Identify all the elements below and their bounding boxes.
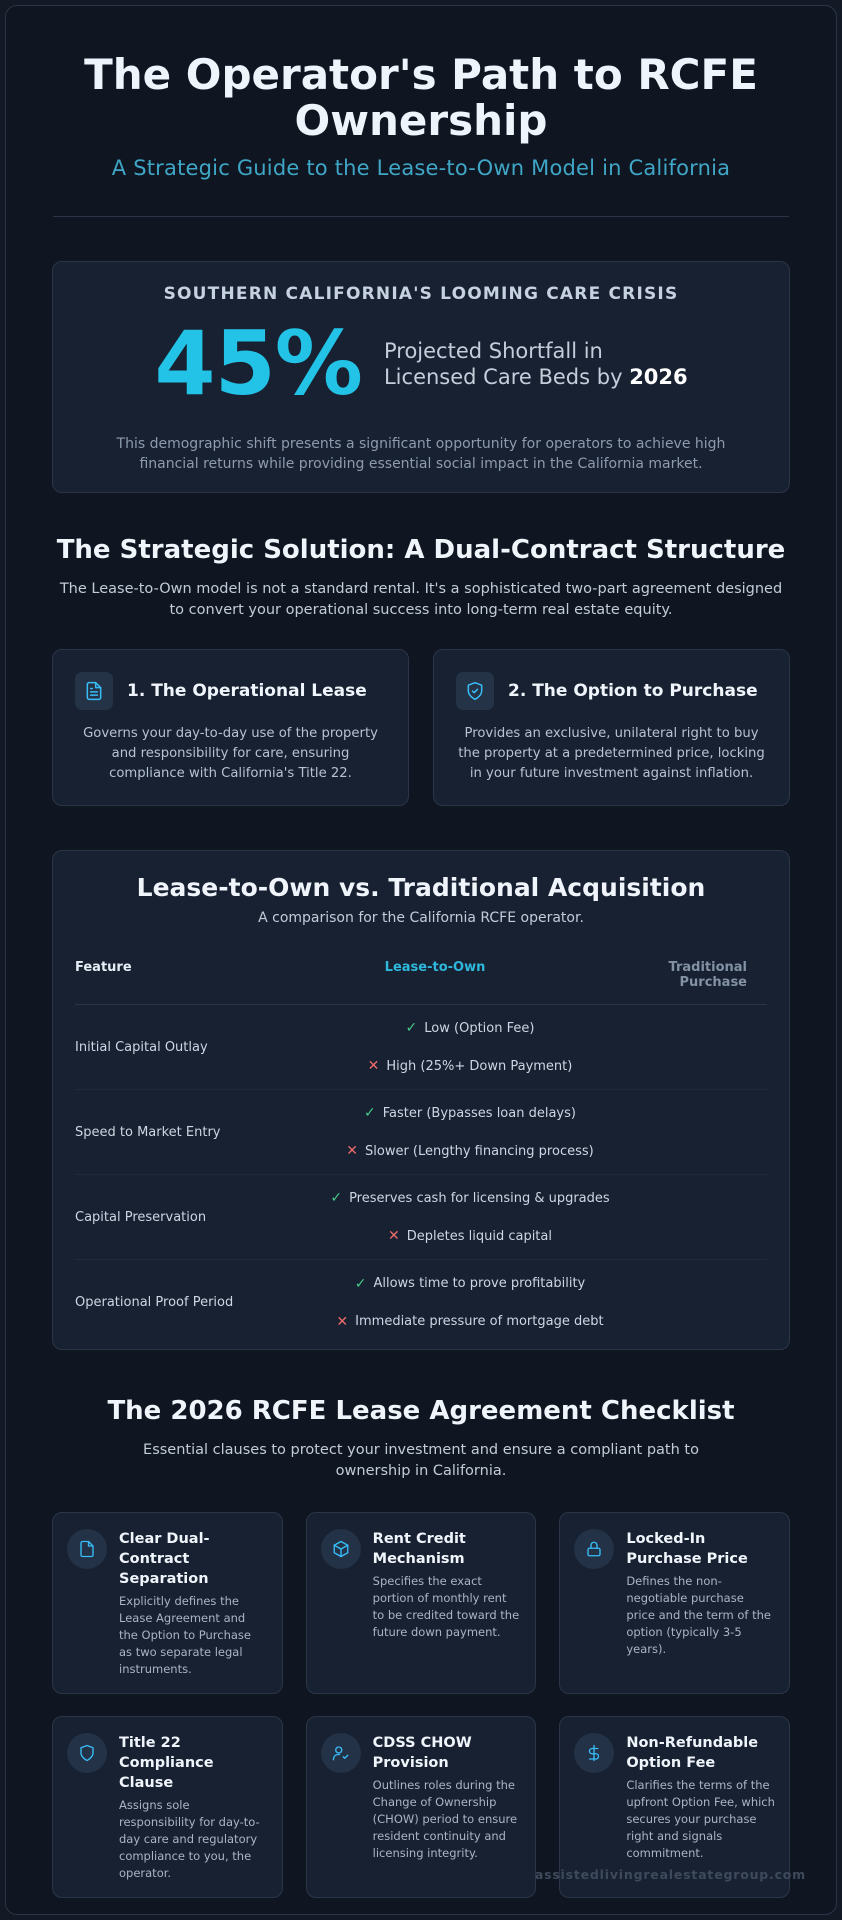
item-description: Outlines roles during the Change of Ownership (CHOW) period to ensure resident continuity and licensing integrity. bbox=[372, 1778, 518, 1860]
check-icon: ✓ bbox=[364, 1105, 376, 1121]
traditional-value-text: Depletes liquid capital bbox=[406, 1228, 552, 1244]
lease-value bbox=[406, 1020, 535, 1036]
item-title: Rent Credit Mechanism bbox=[372, 1531, 466, 1567]
row-values bbox=[285, 1020, 655, 1074]
card-description: Provides an exclusive, unilateral right to buy the property at a predetermined price, locking in your future investment against inflation. bbox=[458, 726, 765, 781]
header bbox=[6, 6, 836, 180]
solution-title: The Strategic Solution: A Dual-Contract Structure bbox=[56, 535, 786, 565]
traditional-value-text: Immediate pressure of mortgage debt bbox=[355, 1314, 604, 1329]
stat-label-line2-text: Licensed Care Beds by bbox=[383, 365, 623, 389]
cross-icon: ✕ bbox=[346, 1143, 358, 1159]
stat-percentage: 45% bbox=[154, 312, 362, 415]
shield-icon bbox=[67, 1733, 107, 1773]
checklist-item bbox=[306, 1716, 537, 1898]
checklist-title: The 2026 RCFE Lease Agreement Checklist bbox=[107, 1396, 735, 1426]
row-feature: Speed to Market Entry bbox=[75, 1124, 221, 1140]
row-values bbox=[285, 1276, 655, 1330]
document-icon bbox=[67, 1529, 107, 1569]
crisis-heading: SOUTHERN CALIFORNIA'S LOOMING CARE CRISIS bbox=[163, 284, 679, 304]
checklist-grid bbox=[52, 1512, 790, 1898]
comparison-card bbox=[52, 850, 790, 1350]
header-lease-to-own: Lease-to-Own bbox=[384, 960, 486, 975]
item-body bbox=[626, 1529, 775, 1693]
item-title: Non-Refundable Option Fee bbox=[626, 1735, 759, 1771]
card-title: 2. The Option to Purchase bbox=[508, 681, 758, 701]
stat-year: 2026 bbox=[629, 365, 688, 389]
crisis-card bbox=[52, 261, 790, 493]
shield-check-icon bbox=[456, 672, 494, 710]
table-row bbox=[75, 1005, 767, 1090]
item-title: Locked-In Purchase Price bbox=[626, 1531, 748, 1567]
checklist-item bbox=[52, 1716, 283, 1898]
item-description: Defines the non-negotiable purchase price and the term of the option (typically 3-5 years). bbox=[626, 1574, 772, 1656]
stat-label-line1: Projected Shortfall in bbox=[383, 339, 603, 363]
lease-value bbox=[355, 1276, 586, 1292]
item-description: Specifies the exact portion of monthly rent to be credited toward the future down payment. bbox=[372, 1574, 520, 1639]
lease-value-text: Faster (Bypasses loan delays) bbox=[382, 1105, 576, 1121]
lock-icon bbox=[574, 1529, 614, 1569]
item-body bbox=[373, 1733, 522, 1897]
cross-icon: ✕ bbox=[367, 1058, 380, 1074]
cube-icon bbox=[321, 1529, 361, 1569]
checklist-item bbox=[52, 1512, 283, 1694]
row-values bbox=[285, 1190, 655, 1244]
lease-value-text: Preserves cash for licensing & upgrades bbox=[349, 1190, 610, 1206]
item-title: CDSS CHOW Provision bbox=[372, 1735, 472, 1771]
card-title: 1. The Operational Lease bbox=[127, 681, 367, 701]
dollar-icon bbox=[574, 1733, 614, 1773]
lease-value-text: Low (Option Fee) bbox=[424, 1020, 535, 1036]
solution-description: The Lease-to-Own model is not a standard rental. It's a sophisticated two-part agreement designed to convert your operational success into long-term real estate equity. bbox=[59, 581, 783, 618]
item-description: Assigns sole responsibility for day-to-day care and regulatory compliance to you, the operator. bbox=[119, 1798, 260, 1880]
footer-website-link[interactable]: assistedlivingrealestategroup.com bbox=[534, 1867, 806, 1882]
stat-label-line2 bbox=[384, 364, 688, 390]
check-icon: ✓ bbox=[405, 1020, 418, 1036]
row-feature: Initial Capital Outlay bbox=[75, 1039, 208, 1055]
operational-lease-card bbox=[52, 649, 409, 806]
card-description: Governs your day-to-day use of the property and responsibility for care, ensuring compliance with California's Title 22. bbox=[83, 726, 378, 781]
user-check-icon bbox=[321, 1733, 361, 1773]
traditional-value-text: High (25%+ Down Payment) bbox=[386, 1058, 573, 1074]
page-title: The Operator's Path to RCFE Ownership bbox=[84, 50, 758, 145]
cross-icon: ✕ bbox=[336, 1313, 349, 1330]
traditional-value bbox=[388, 1228, 552, 1244]
item-body bbox=[119, 1529, 268, 1693]
item-title: Title 22 Compliance Clause bbox=[119, 1735, 214, 1791]
table-row bbox=[75, 1090, 767, 1175]
table-row bbox=[75, 1260, 767, 1345]
traditional-value-text: Slower (Lengthy financing process) bbox=[365, 1143, 594, 1159]
traditional-value bbox=[336, 1314, 603, 1330]
stat-row bbox=[53, 312, 789, 415]
divider bbox=[53, 216, 789, 217]
check-icon: ✓ bbox=[330, 1190, 343, 1206]
checklist-item bbox=[559, 1512, 790, 1694]
checklist-description: Essential clauses to protect your investment and ensure a compliant path to ownership in California. bbox=[143, 1442, 699, 1479]
comparison-subtitle: A comparison for the California RCFE operator. bbox=[258, 910, 584, 926]
row-feature: Capital Preservation bbox=[75, 1209, 207, 1225]
check-icon: ✓ bbox=[354, 1275, 367, 1292]
traditional-value bbox=[368, 1058, 573, 1074]
document-icon bbox=[75, 672, 113, 710]
item-description: Explicitly defines the Lease Agreement and the Option to Purchase as two separate legal instruments. bbox=[119, 1594, 251, 1676]
checklist-item bbox=[306, 1512, 537, 1694]
lease-value-text: Allows time to prove profitability bbox=[373, 1276, 586, 1291]
traditional-value bbox=[346, 1143, 593, 1159]
item-description: Clarifies the terms of the upfront Option Fee, which secures your purchase right and signals commitment. bbox=[626, 1778, 775, 1860]
option-to-purchase-card bbox=[433, 649, 790, 806]
header-feature: Feature bbox=[75, 960, 132, 975]
comparison-title: Lease-to-Own vs. Traditional Acquisition bbox=[136, 873, 706, 902]
dual-contract-cards bbox=[52, 649, 790, 806]
item-body bbox=[119, 1733, 268, 1897]
cross-icon: ✕ bbox=[388, 1228, 400, 1244]
table-header bbox=[75, 960, 767, 1005]
card-header bbox=[75, 672, 386, 710]
row-values bbox=[285, 1105, 655, 1159]
header-traditional: Traditional Purchase bbox=[668, 960, 747, 990]
item-body bbox=[373, 1529, 522, 1693]
lease-value bbox=[364, 1105, 576, 1121]
infographic bbox=[5, 5, 837, 1915]
row-feature: Operational Proof Period bbox=[75, 1295, 234, 1310]
stat-label bbox=[384, 338, 688, 390]
table-body bbox=[75, 1005, 767, 1345]
card-header bbox=[456, 672, 767, 710]
crisis-description: This demographic shift presents a significant opportunity for operators to achieve high financial returns while providing essential social impact in the California market. bbox=[116, 436, 726, 472]
table-row bbox=[75, 1175, 767, 1260]
lease-value bbox=[330, 1190, 609, 1206]
page-subtitle: A Strategic Guide to the Lease-to-Own Model in California bbox=[111, 156, 731, 180]
item-title: Clear Dual-Contract Separation bbox=[119, 1531, 210, 1587]
